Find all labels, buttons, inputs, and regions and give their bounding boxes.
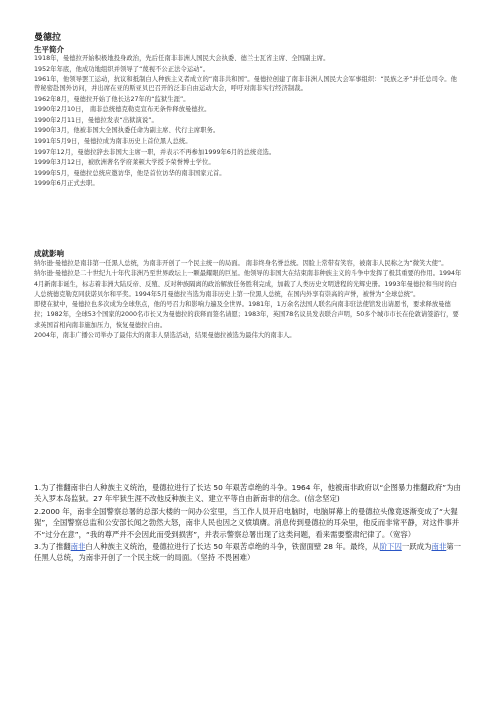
biography-list xyxy=(34,55,462,189)
answer-text: 2.2000 年，南非全国警察总署的总部大楼的一间办公室里，当工作人员开启电脑时，电脑屏幕上的曼德拉头像竟逐渐变成了“大猩猩”，全国警察总监和公安部长闻之勃然大怒，南非人民也因之义愤填膺。消息传到曼德拉的耳朵里，他反而非常平静，对这件事并不“过分在意”，“我的尊严并不会因此而受到损害”，并表示警察总署出现了这类问题，看来需要整肃纪律了。（宽容） xyxy=(34,506,460,539)
answer-text: 一跃成为 xyxy=(401,542,432,552)
answer-paragraph xyxy=(34,541,462,564)
biography-entry: 1952年年底，他成功地组织并领导了“蔑视不公正法令运动”。 xyxy=(34,65,210,73)
answer-paragraph xyxy=(34,506,462,540)
biography-entry: 1962年8月，曼德拉开始了他长达27年的“监狱生涯”。 xyxy=(34,95,190,103)
impact-heading: 成就影响 xyxy=(34,249,64,258)
biography-entry: 1990年2月11日，曼德拉发表“出狱演说”。 xyxy=(34,116,158,124)
answer-text: 第一任黑人总统，为南非开创了一个民主统一的局面。（坚持 不畏困难） xyxy=(34,542,462,563)
biography-entry: 1999年5月，曼德拉总统应邀访华，他是首位访华的南非国家元首。 xyxy=(34,169,226,177)
biography-entry: 1990年3月，他被非国大全国执委任命为副主席、代行主席职务。 xyxy=(34,127,220,135)
biography-entry: 1961年，他领导罢工运动，抗议和抵制白人种族主义者成立的“南非共和国”。曼德拉创建了南非非洲人国民大会军事组织：“民族之矛”并任总司令。他曾秘密赴国外访问，并出席在亚的斯亚贝巴召开的泛非自由运动大会，呼吁对南非实行经济制裁。 xyxy=(34,76,457,93)
document-title: 曼德拉 xyxy=(34,33,62,43)
biography-entry: 1999年6月正式去职。 xyxy=(34,180,99,188)
biography-entry: 1991年5月9日，曼德拉成为南非历史上首位黑人总统。 xyxy=(34,138,192,146)
biography-section xyxy=(34,44,462,191)
answer-paragraph xyxy=(34,482,462,505)
answers-section xyxy=(34,482,462,564)
biography-heading: 生平简介 xyxy=(34,45,64,54)
answer-text: 白人种族主义统治，曼德拉进行了长达 50 年艰苦卓绝的斗争，铁窗面壁 28 年。最终，从 xyxy=(85,542,380,552)
impact-list xyxy=(34,259,462,341)
inline-link[interactable]: 阶下囚 xyxy=(379,542,402,552)
impact-section xyxy=(34,248,462,341)
impact-paragraph: 2004年，南非广播公司举办了最伟大的南非人票选活动，结果曼德拉被选为最伟大的南非人。 xyxy=(34,332,296,340)
impact-paragraph: 纳尔逊·曼德拉是南非第一任黑人总统，为南非开创了一个民主统一的局面。 南非终身名誉总统。因脸上常带有笑容，被南非人民称之为“微笑大使”。 xyxy=(34,260,448,267)
inline-link[interactable]: 南非 xyxy=(431,542,447,552)
biography-entry: 1918年，曼德拉开始积极地投身政治，先后任南非非洲人国民大会执委、德兰士瓦省主席、全国副主席。 xyxy=(34,55,330,62)
answer-text: 3.为了推翻 xyxy=(34,542,71,552)
answer-text: 1.为了推翻南非白人种族主义统治，曼德拉进行了长达 50 年艰苦卓绝的斗争。1964 年，他被南非政府以“企图暴力推翻政府”为由关入罗本岛监狱。27 年牢狱生涯不改他反种族主义、建立平等自由新南非的信念。(信念坚定) xyxy=(34,483,461,504)
inline-link[interactable]: 南非 xyxy=(70,542,86,552)
biography-entry: 1990年2月10日， 南非总统德克勒克宣布无条件释放曼德拉。 xyxy=(34,106,211,114)
impact-paragraph: 纳尔逊·曼德拉是二十世纪九十年代非洲乃至世界政坛上一颗最耀眼的巨星。他领导的非国大在结束南非种族主义的斗争中发挥了极其重要的作用。1994年4月新南非诞生，标志着非洲大陆反帝、反殖、反对种族隔离的政治解放任务胜利完成，加载了人类历史文明进程的光辉史册。1993年曼德拉和当时的白人总统德克勒克同获诺贝尔和平奖。1994年5月曼德拉当选为南非历史上第一位黑人总统，在国内外享有崇高的声誉，被誉为“全球总统”。 xyxy=(34,270,462,298)
biography-entry: 1999年3月12日，被欧洲著名学府莱顿大学授予荣誉博士学位。 xyxy=(34,159,215,167)
biography-entry: 1997年12月，曼德拉辞去非国大主席一职，并表示不再参加1999年6月的总统竞选。 xyxy=(34,148,276,156)
impact-paragraph: 即使在狱中，曼德拉也多次成为全球焦点，他的号召力和影响力遍及全世界。1981年，1万余名法国人联名向南非驻法使馆发出请愿书，要求释放曼德拉；1982年，全球53个国家的2000名市长又为曼德拉的获释而签名请愿；1983年，英国78名议员发表联合声明，50多个城市市长在伦敦请签游行，要求英国首相向南非施加压力，恢复曼德拉自由。 xyxy=(34,301,459,329)
